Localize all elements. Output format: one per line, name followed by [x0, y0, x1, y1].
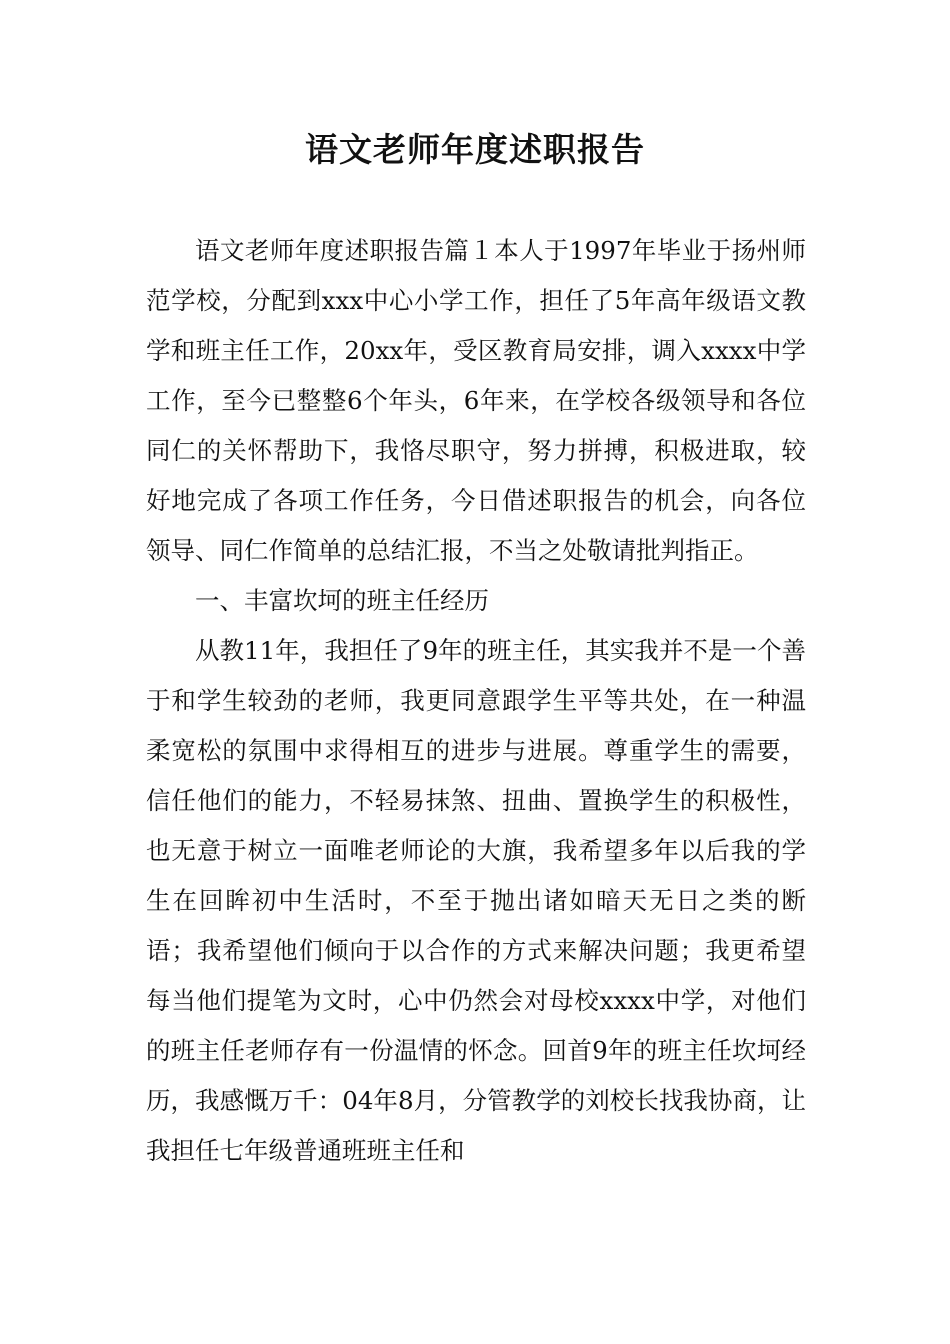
document-body	[146, 226, 806, 1176]
paragraph-section-1: 从教11年，我担任了9年的班主任，其实我并不是一个善于和学生较劲的老师，我更同意跟学生平等共处，在一种温柔宽松的氛围中求得相互的进步与进展。尊重学生的需要，信任他们的能力，不轻易抹煞、扭曲、置换学生的积极性，也无意于树立一面唯老师论的大旗，我希望多年以后我的学生在回眸初中生活时，不至于抛出诸如暗天无日之类的断语；我希望他们倾向于以合作的方式来解决问题；我更希望每当他们提笔为文时，心中仍然会对母校xxxx中学，对他们的班主任老师存有一份温情的怀念。回首9年的班主任坎坷经历，我感慨万千：04年8月，分管教学的刘校长找我协商，让我担任七年级普通班班主任和	[146, 636, 806, 1165]
section-heading: 一、丰富坎坷的班主任经历	[195, 586, 489, 615]
paragraph-intro: 语文老师年度述职报告篇１本人于1997年毕业于扬州师范学校，分配到xxx中心小学工作，担任了5年高年级语文教学和班主任工作，20xx年，受区教育局安排，调入xxxx中学工作，至今已整整6个年头，6年来，在学校各级领导和各位同仁的关怀帮助下，我恪尽职守，努力拼搏，积极进取，较好地完成了各项工作任务，今日借述职报告的机会，向各位领导、同仁作简单的总结汇报，不当之处敬请批判指正。	[146, 236, 806, 565]
document-title: 语文老师年度述职报告	[305, 130, 645, 169]
